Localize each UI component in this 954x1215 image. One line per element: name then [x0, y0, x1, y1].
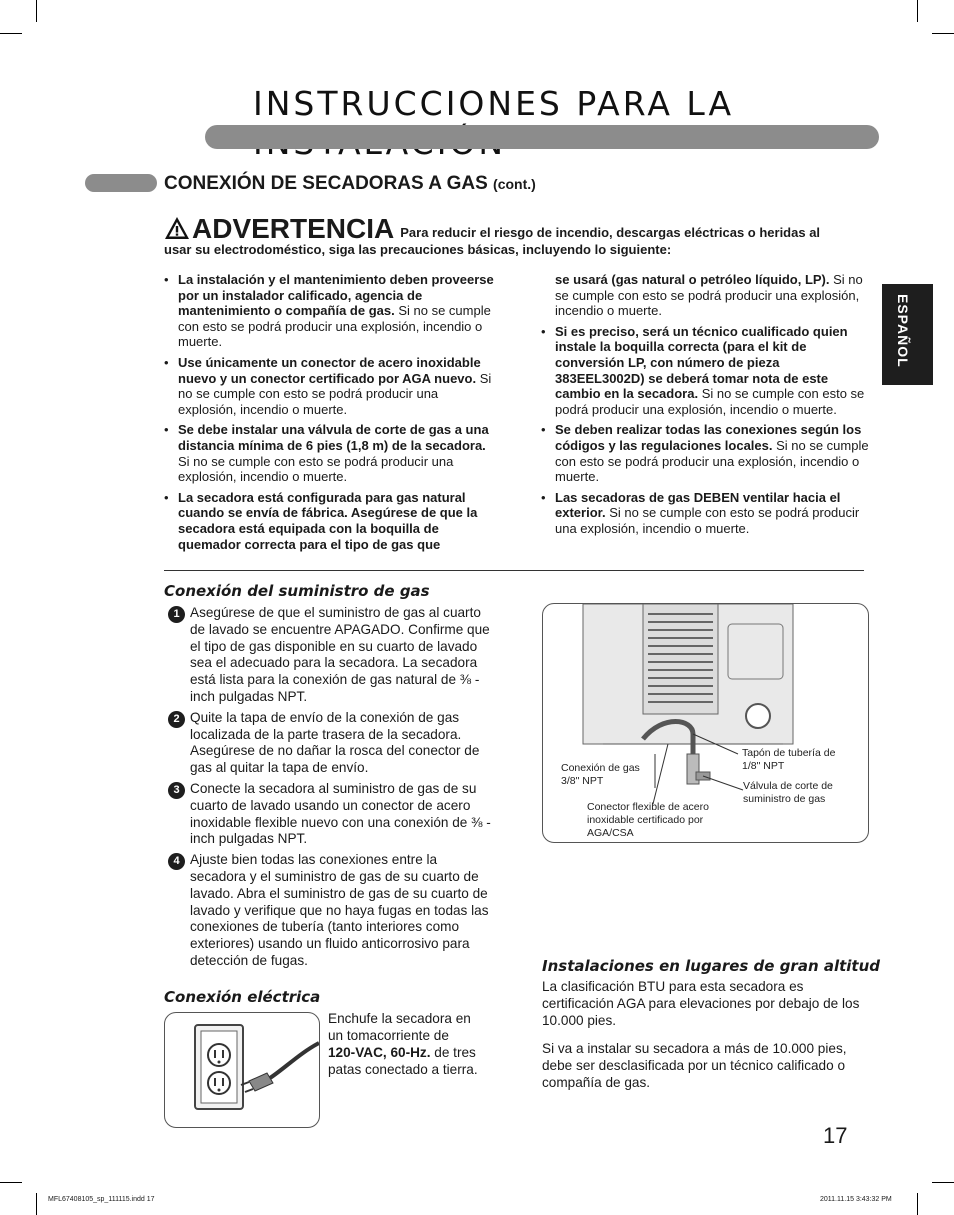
altitude-paragraph-1: La clasificación BTU para esta secadora es certificación AGA para elevaciones por debajo de los 10.000 pies.: [542, 979, 860, 1028]
text: Si no se cumple con esto se podrá producir una explosión, incendio o muerte.: [178, 453, 454, 485]
section-title-cont: (cont.): [493, 176, 536, 192]
outlet-plug-illustration: [165, 1013, 319, 1127]
text: Si no se cumple con esto se podrá producir una explosión, incendio o muerte.: [178, 303, 491, 350]
list-item: [164, 490, 494, 552]
step-item: [164, 710, 494, 777]
gas-supply-heading: Conexión del suministro de gas: [164, 582, 430, 600]
bold-text: Se debe instalar una válvula de corte de gas a una distancia mínima de 6 pies (1,8 m) de la secadora.: [178, 422, 489, 453]
section-pill: [85, 174, 157, 192]
electrical-voltage: 120-VAC, 60-Hz.: [328, 1045, 431, 1060]
step-text: Ajuste bien todas las conexiones entre la secadora y el suministro de gas de su cuarto de lavado. Abra el suministro de gas de su cuarto de lavado y verifique que no haya fugas en todas las conexiones de tubería (tanto interiores como exteriores) usando un fluido anticorrosivo para detección de fugas.: [190, 852, 489, 968]
bold-text: Use únicamente un conector de acero inoxidable nuevo y un conector certificado por AGA nuevo.: [178, 354, 481, 386]
bold-text: Las secadoras de gas DEBEN ventilar hacia el exterior.: [555, 489, 841, 521]
list-item: [164, 355, 494, 417]
section-title-text: CONEXIÓN DE SECADORAS A GAS: [164, 173, 488, 194]
warning-word: ADVERTENCIA: [192, 213, 395, 244]
crop-mark: [0, 33, 22, 34]
crop-mark: [36, 0, 37, 22]
step-text: Quite la tapa de envío de la conexión de gas localizada de la parte trasera de la secadora. Asegúrese de no dañar la rosca del conector de gas al quitar la tapa de envío.: [190, 709, 480, 776]
warning-triangle-icon: [164, 216, 190, 240]
warning-list-left: [164, 272, 494, 557]
text: Si no se cumple con esto se podrá producir una explosión, incendio o muerte.: [555, 386, 865, 417]
footer-timestamp: 2011.11.15 3:43:32 PM: [820, 1196, 892, 1203]
crop-mark: [36, 1193, 37, 1215]
list-item: [164, 422, 494, 484]
crop-mark: [917, 1193, 918, 1215]
text: Si no se cumple con esto se podrá producir una explosión, incendio o muerte.: [555, 437, 869, 485]
list-item: [164, 272, 494, 350]
crop-mark: [917, 0, 918, 22]
step-item: [164, 852, 494, 970]
label-pipe-plug: Tapón de tubería de 1/8" NPT: [742, 747, 836, 772]
outlet-figure: [164, 1012, 320, 1128]
title-bar: [205, 125, 879, 149]
page-number: 17: [823, 1123, 848, 1148]
electrical-text-before: Enchufe la secadora en un tomacorriente de: [328, 1011, 471, 1043]
bold-text: Se deben realizar todas las conexiones según los códigos y las regulaciones locales.: [555, 422, 862, 453]
bold-text: La instalación y el mantenimiento deben proveerse por un instalador calificado, agencia de mantenimiento o compañía de gas.: [178, 272, 494, 319]
list-item-continued: [541, 272, 871, 319]
label-flex-connector: Conector flexible de acero inoxidable certificado por AGA/CSA: [587, 801, 709, 839]
crop-mark: [932, 33, 954, 34]
list-item: [541, 422, 871, 484]
language-tab: [882, 284, 933, 385]
language-tab-label: ESPAÑOL: [895, 294, 911, 368]
step-text: Conecte la secadora al suministro de gas de su cuarto de lavado usando un conector de acero inoxidable flexible nuevo con una conexión de ⅜ - inch pulgadas NPT.: [190, 780, 491, 847]
step-item: [164, 781, 494, 848]
divider: [164, 570, 864, 571]
gas-connection-figure: [542, 603, 869, 843]
step-number: 2: [168, 711, 185, 728]
footer-file: MFL67408105_sp_111115.indd 17: [48, 1196, 155, 1203]
bold-text: La secadora está configurada para gas natural cuando se envía de fábrica. Asegúrese de que la secadora está equipada con la boquilla de quemador correcta para el tipo de gas que: [178, 489, 478, 552]
electrical-heading: Conexión eléctrica: [164, 988, 321, 1006]
step-text: Asegúrese de que el suministro de gas al cuarto de lavado se encuentre APAGADO. Confirme que el tipo de gas disponible en su cuarto de lavado sea el adecuado para la secadora. La secadora está lista para la conexión de gas natural de ⅜ - inch pulgadas NPT.: [190, 605, 490, 704]
bold-text: se usará (gas natural o petróleo líquido, LP).: [555, 272, 830, 287]
altitude-text: [542, 978, 872, 1102]
electrical-text-after: de tres patas conectado a tierra.: [328, 1045, 478, 1077]
text: Si no se cumple con esto se podrá producir una explosión, incendio o muerte.: [178, 370, 492, 417]
list-item: [541, 490, 871, 537]
label-shutoff-valve: Válvula de corte de suministro de gas: [743, 780, 833, 805]
section-title: [164, 173, 536, 195]
text: Si no se cumple con esto se podrá producir una explosión, incendio o muerte.: [555, 505, 860, 536]
step-number: 1: [168, 606, 185, 623]
altitude-heading: Instalaciones en lugares de gran altitud: [542, 957, 881, 975]
list-item: [541, 324, 871, 418]
text: Si no se cumple con esto se podrá producir una explosión, incendio o muerte.: [555, 272, 863, 319]
step-item: [164, 605, 494, 706]
warning-intro: Para reducir el riesgo de incendio, descargas eléctricas o heridas al usar su electrodoméstico, siga las precauciones básicas, incluyendo lo siguiente:: [164, 225, 821, 257]
step-number: 3: [168, 782, 185, 799]
gas-steps: [164, 605, 494, 974]
altitude-paragraph-2: Si va a instalar su secadora a más de 10.000 pies, debe ser desclasificada por un técnico calificado o compañía de gas.: [542, 1041, 847, 1090]
warning-list-right: [541, 272, 871, 542]
bold-text: Si es preciso, será un técnico cualificado quien instale la boquilla correcta (para el kit de conversión LP, con número de pieza 383EEL3002D) se deberá tomar nota de este cambio en la secadora.: [555, 323, 848, 402]
label-gas-connection: Conexión de gas 3/8" NPT: [561, 762, 640, 787]
crop-mark: [0, 1182, 22, 1183]
electrical-text: [328, 1010, 478, 1078]
crop-mark: [932, 1182, 954, 1183]
page-title: INSTRUCCIONES PARA LA: [253, 84, 735, 123]
warning-block: [164, 213, 844, 258]
step-number: 4: [168, 853, 185, 870]
